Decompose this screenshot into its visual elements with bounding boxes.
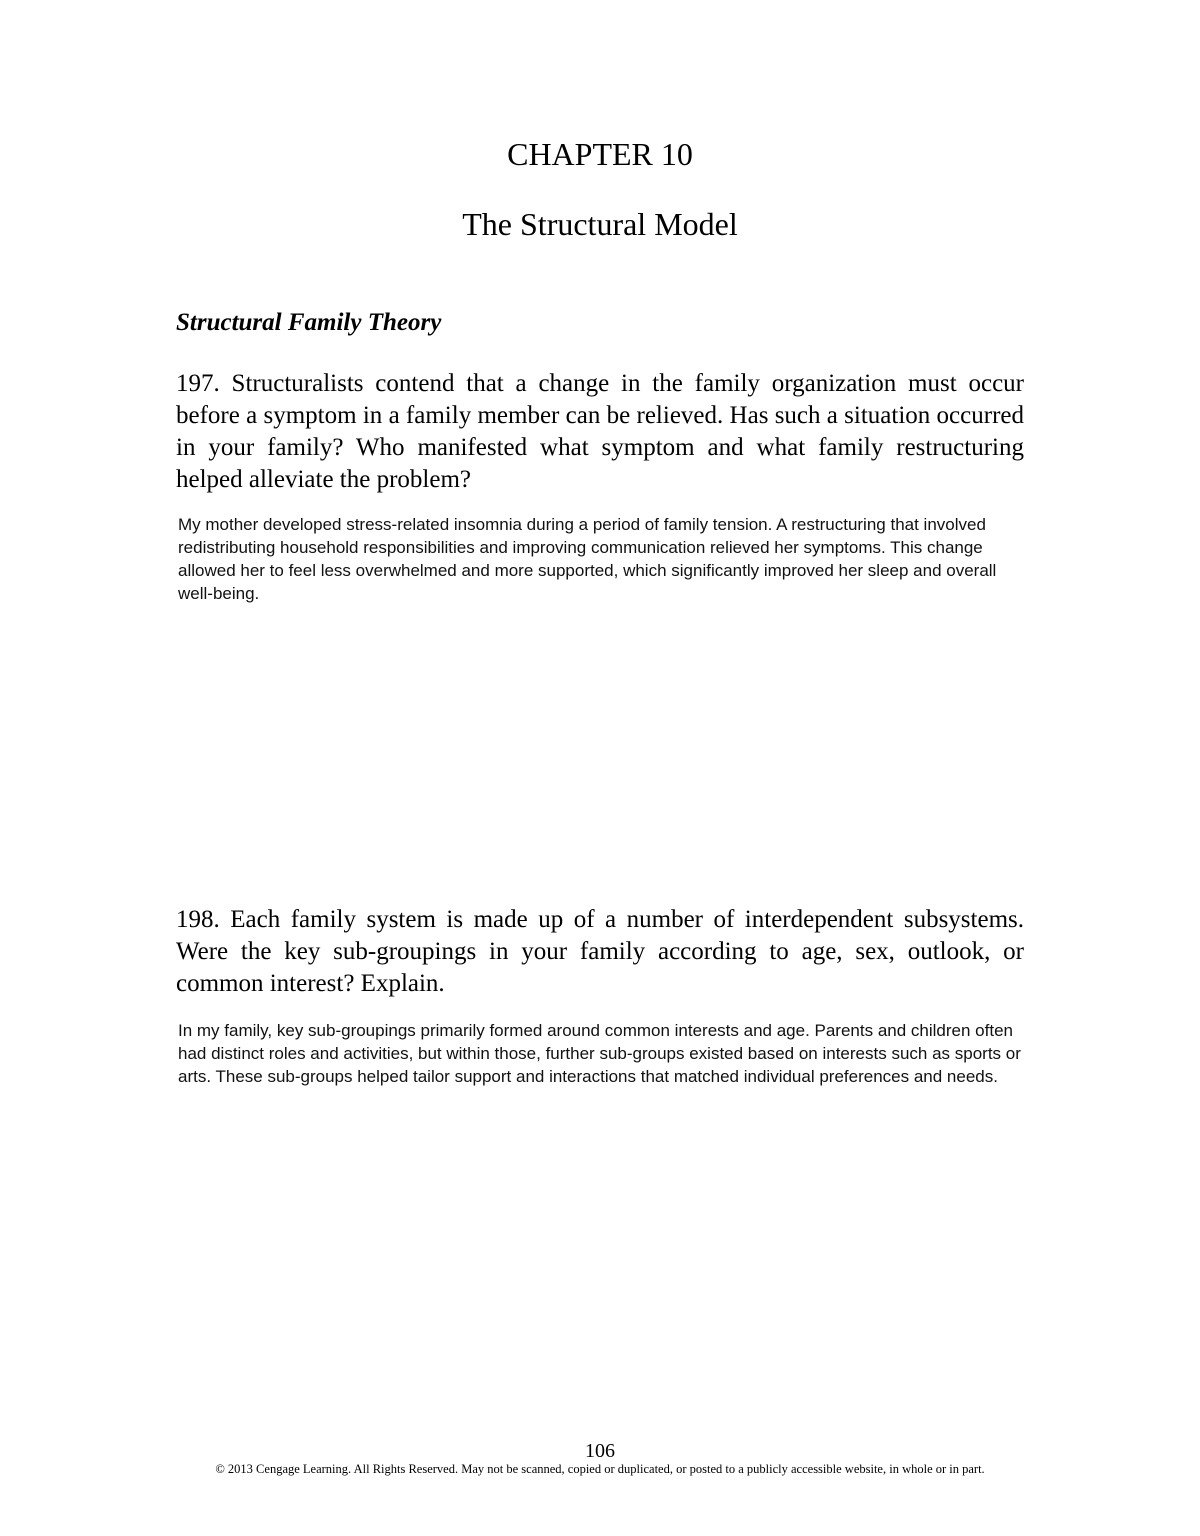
section-heading: Structural Family Theory	[176, 309, 442, 336]
copyright-notice: © 2013 Cengage Learning. All Rights Reserved. May not be scanned, copied or duplicated, or posted to a publicly accessible website, in whole or in part.	[215, 1462, 985, 1476]
question-197: 197. Structuralists contend that a change in the family organization must occur before a symptom in a family member can be relieved. Has such a situation occurred in your family? Who manifested what symptom and what family restructuring helped alleviate the problem?	[176, 370, 1024, 493]
chapter-label: CHAPTER 10	[507, 136, 693, 172]
chapter-title: The Structural Model	[462, 206, 738, 242]
question-198: 198. Each family system is made up of a number of interdependent subsystems. Were the key sub-groupings in your family according to age, sex, outlook, or common interest? Explain.	[176, 906, 1024, 997]
page-number: 106	[585, 1440, 615, 1462]
answer-197: My mother developed stress-related insomnia during a period of family tension. A restructuring that involved redistributing household responsibilities and improving communication relieved her symptoms. This change allowed her to feel less overwhelmed and more supported, which significantly improved her sleep and overall well-being.	[178, 515, 997, 603]
answer-198: In my family, key sub-groupings primarily formed around common interests and age. Parents and children often had distinct roles and activities, but within those, further sub-groups existed based on interests such as sports or arts. These sub-groups helped tailor support and interactions that matched individual preferences and needs.	[178, 1021, 1021, 1086]
